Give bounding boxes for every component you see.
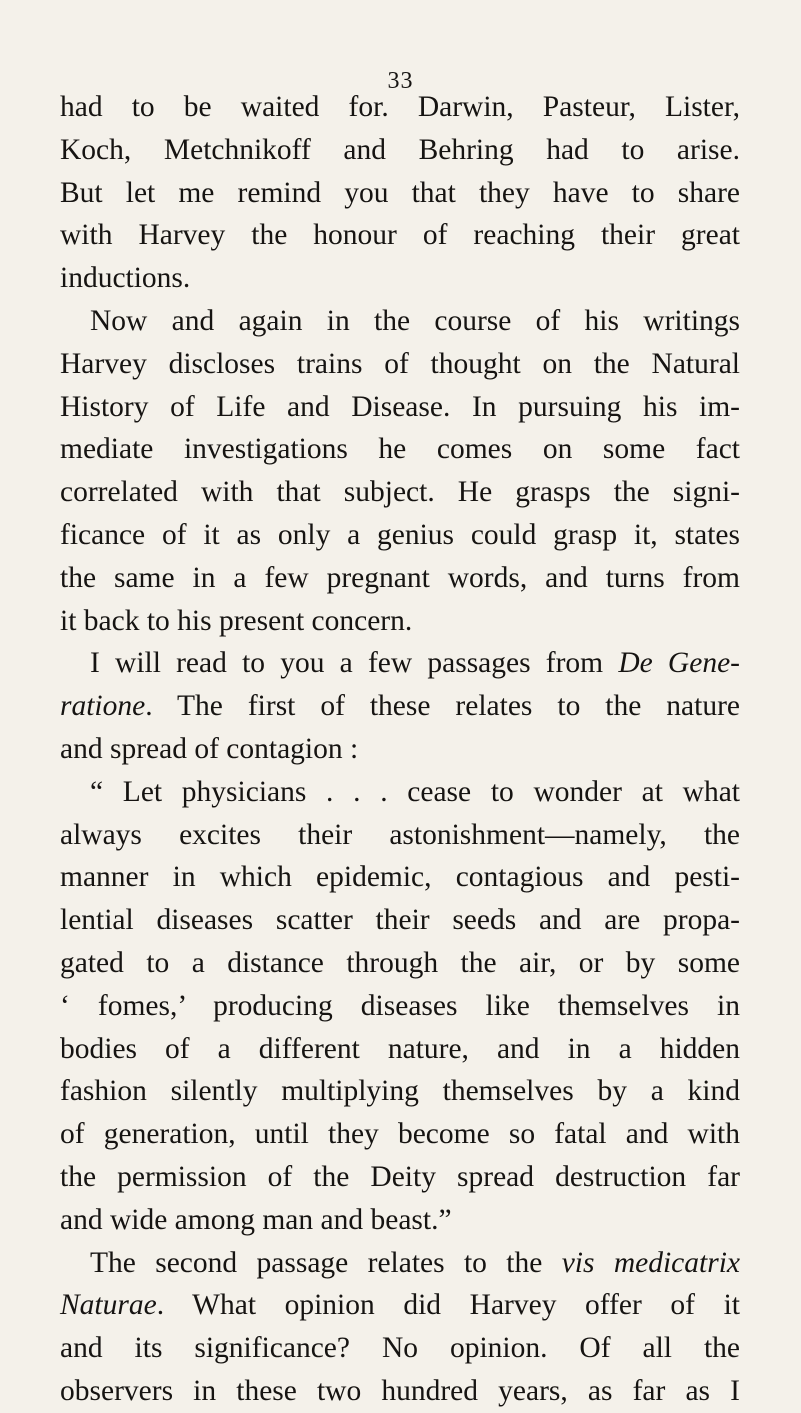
text-line: and spread of contagion : — [60, 732, 359, 765]
text-line: History of Life and Disease. In pursuing his im- — [60, 390, 740, 423]
text-line: lential diseases scatter their seeds and are propa- — [60, 904, 740, 937]
italic-text: Naturae — [60, 1289, 157, 1322]
text-line: it back to his present concern. — [60, 604, 413, 637]
text-line: gated to a distance through the air, or by some — [60, 946, 740, 979]
text-line: had to be waited for. Darwin, Pasteur, Lister, — [60, 91, 740, 123]
text-line: inductions. — [60, 262, 191, 295]
text-line: and wide among man and beast.” — [60, 1203, 452, 1236]
text-line: “ Let physicians . . . cease to wonder at what — [90, 775, 740, 808]
text-line: with Harvey the honour of reaching their great — [60, 219, 740, 252]
text-segment: . What opinion did Harvey offer of it — [156, 1289, 740, 1322]
text-line: Koch, Metchnikoff and Behring had to arise. — [60, 133, 740, 166]
text-line — [60, 685, 740, 728]
page-number: 33 — [387, 68, 414, 94]
text-segment: . The first of these relates to the nature — [145, 690, 740, 723]
text-line: manner in which epidemic, contagious and pesti- — [60, 861, 740, 894]
text-line: correlated with that subject. He grasps the signi- — [60, 476, 740, 509]
text-line: But let me remind you that they have to share — [60, 176, 740, 209]
italic-text: vis medicatrix — [561, 1246, 740, 1279]
text-line: bodies of a different nature, and in a hidden — [60, 1032, 740, 1065]
text-line: of generation, until they become so fatal and with — [60, 1118, 740, 1151]
text-line: Harvey discloses trains of thought on the Natural — [60, 347, 740, 380]
text-line — [60, 1284, 740, 1327]
text-line: fashion silently multiplying themselves by a kind — [60, 1075, 740, 1108]
text-line — [60, 1242, 740, 1285]
text-line: observers in these two hundred years, as far as I — [60, 1374, 740, 1407]
text-line: the permission of the Deity spread destruction far — [60, 1160, 740, 1193]
text-line: mediate investigations he comes on some fact — [60, 433, 740, 466]
text-line: always excites their astonishment—namely, the — [60, 818, 740, 851]
text-line: Now and again in the course of his writings — [90, 304, 740, 337]
text-line: and its significance? No opinion. Of all the — [60, 1332, 740, 1365]
body-text — [60, 86, 740, 1413]
text-line: ficance of it as only a genius could grasp it, states — [60, 518, 740, 551]
text-line: ‘ fomes,’ producing diseases like themselves in — [60, 989, 740, 1022]
italic-text: ratione — [60, 690, 146, 723]
text-segment: The second passage relates to the — [90, 1246, 562, 1279]
italic-text: De Gene- — [618, 647, 740, 680]
text-line — [60, 642, 740, 685]
text-segment: I will read to you a few passages from — [90, 647, 619, 680]
text-line: the same in a few pregnant words, and turns from — [60, 561, 740, 594]
